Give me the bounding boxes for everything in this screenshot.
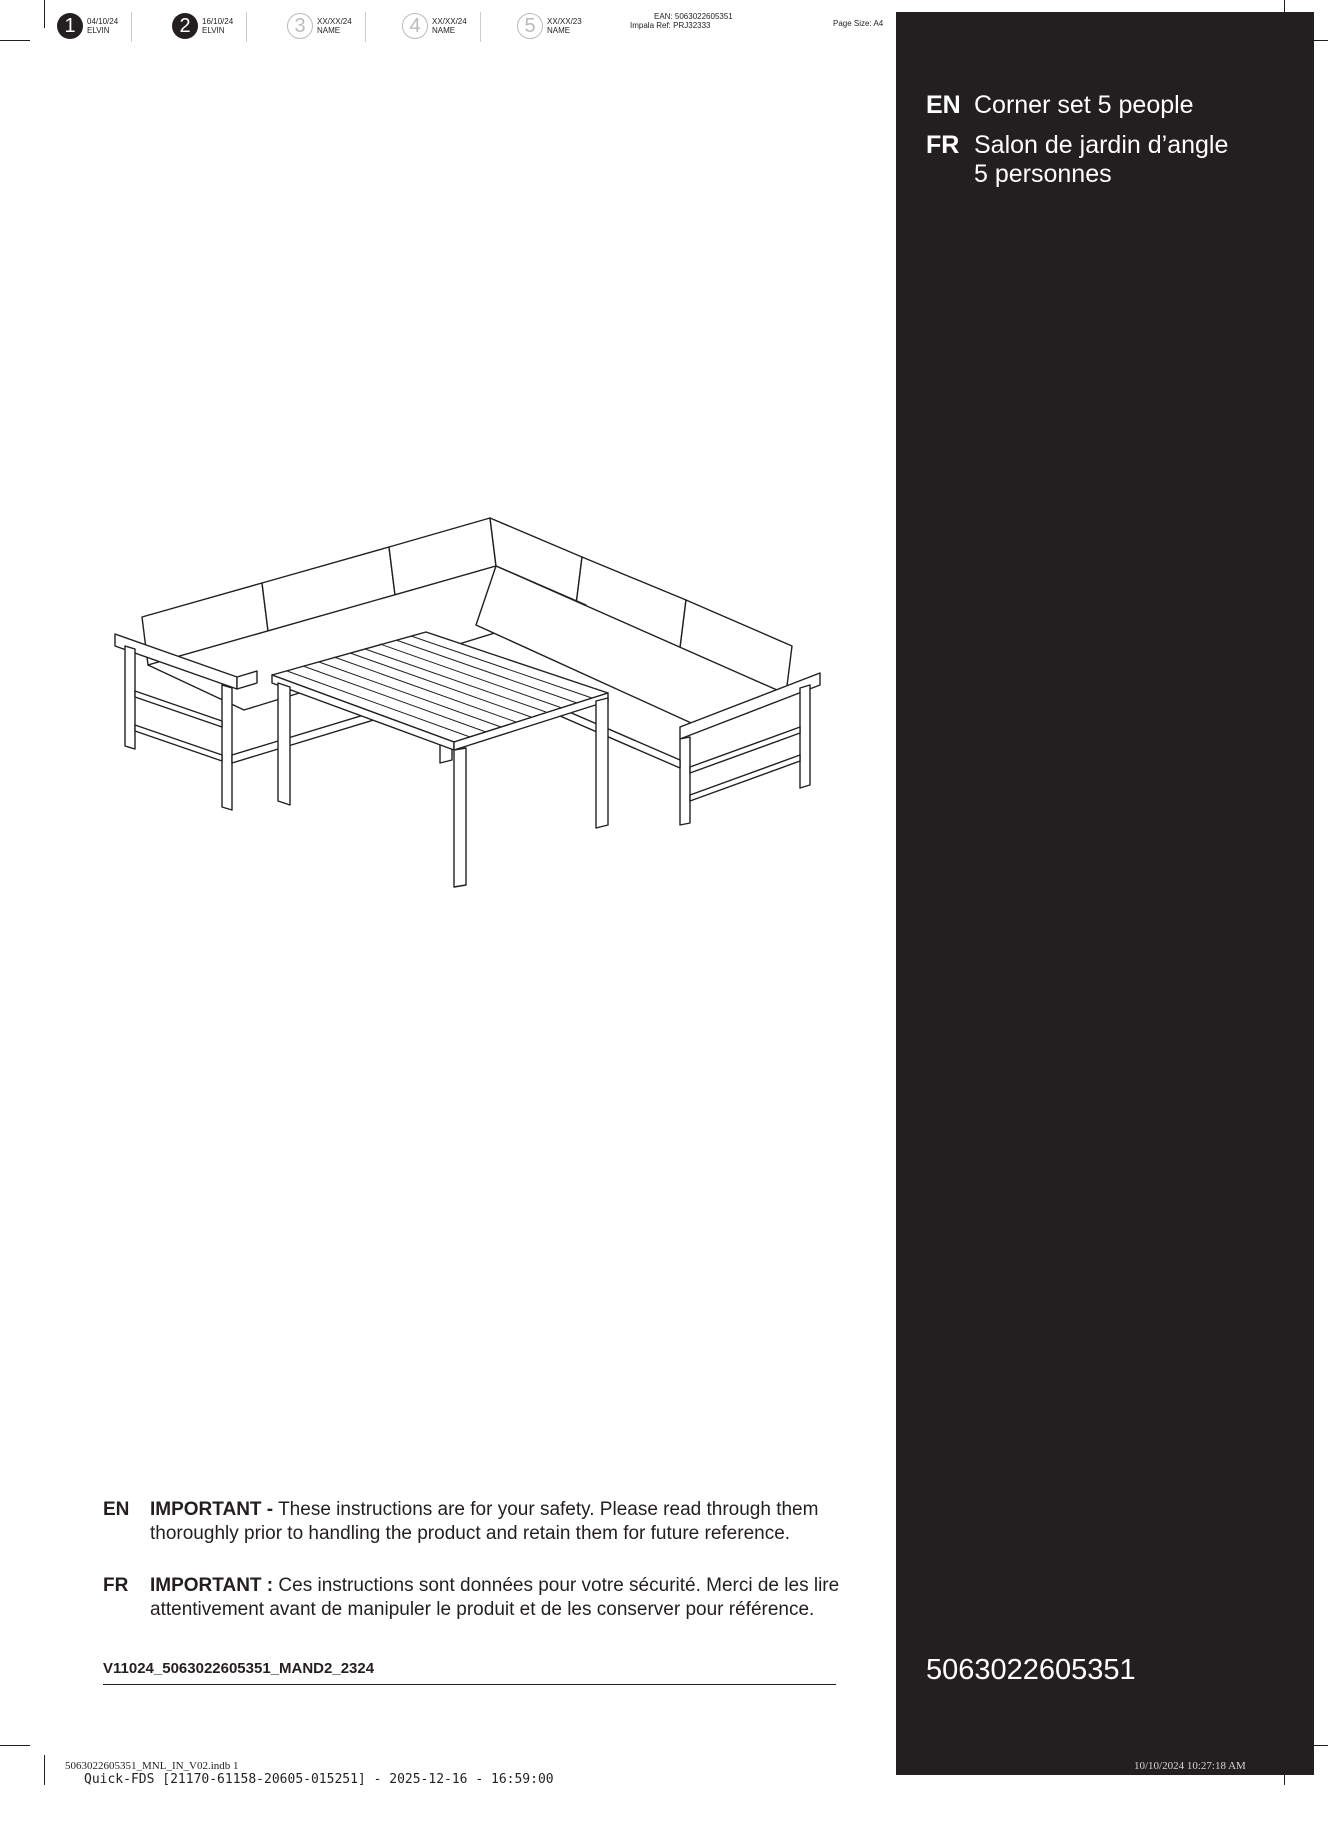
crop-mark	[0, 1745, 30, 1746]
language-code: EN	[926, 91, 961, 119]
crop-mark	[0, 40, 30, 41]
step-number-badge: 5	[517, 13, 543, 39]
step-number-badge: 3	[287, 13, 313, 39]
product-title-fr-line1: Salon de jardin d’angle	[974, 131, 1229, 159]
safety-notice-fr	[103, 1574, 843, 1622]
cover-side-panel	[896, 12, 1314, 1775]
page-size-label: Page Size: A4	[833, 19, 884, 28]
step-divider	[131, 12, 132, 42]
crop-mark	[44, 1755, 45, 1785]
important-label: IMPORTANT -	[150, 1499, 274, 1520]
approval-step-2	[172, 12, 233, 40]
step-divider	[480, 12, 481, 42]
step-name: ELVIN	[87, 26, 110, 35]
language-code: FR	[926, 131, 960, 159]
language-code: FR	[103, 1575, 129, 1596]
safety-notice-fr-text	[150, 1574, 843, 1622]
title-fr	[926, 131, 1274, 189]
step-meta	[87, 17, 118, 35]
step-meta	[547, 17, 582, 35]
step-divider	[246, 12, 247, 42]
step-meta	[317, 17, 352, 35]
step-meta	[432, 17, 467, 35]
language-code: EN	[103, 1499, 130, 1520]
crop-mark	[44, 0, 45, 28]
product-title-fr	[974, 131, 1274, 189]
product-title-en: Corner set 5 people	[974, 91, 1194, 119]
ean-label: EAN: 5063022605351	[654, 12, 733, 21]
print-date: 10/10/2024 10:27:18 AM	[1134, 1760, 1246, 1772]
title-en	[926, 91, 1274, 120]
step-name: ELVIN	[202, 26, 225, 35]
step-number-badge: 2	[172, 13, 198, 39]
step-date: 16/10/24	[202, 17, 234, 26]
step-number-badge: 4	[402, 13, 428, 39]
approval-step-3	[287, 12, 352, 40]
step-date: 04/10/24	[87, 17, 119, 26]
important-label: IMPORTANT :	[150, 1575, 274, 1596]
notice-body: These instructions are for your safety. Please read through them thoroughly prior to handling the product and retain them for future reference.	[150, 1499, 819, 1544]
step-meta	[202, 17, 233, 35]
approval-step-4	[402, 12, 467, 40]
corner-set-illustration	[110, 505, 830, 895]
version-code: V11024_5063022605351_MAND2_2324	[103, 1660, 375, 1677]
step-date: XX/XX/24	[317, 17, 352, 26]
step-name: NAME	[432, 26, 456, 35]
notice-body: Ces instructions sont données pour votre sécurité. Merci de les lire attentivement avant de manipuler le produit et de les conserver pour référence.	[150, 1575, 840, 1620]
impala-ref-label: Impala Ref: PRJ32333	[630, 21, 711, 30]
step-number-badge: 1	[57, 13, 83, 39]
file-name: 5063022605351_MNL_IN_V02.indb 1	[65, 1760, 239, 1772]
quick-fds-stamp: Quick-FDS [21170-61158-20605-015251] - 2025-12-16 - 16:59:00	[84, 1772, 554, 1787]
product-title-fr-line2: 5 personnes	[974, 160, 1112, 188]
safety-notice-en-text	[150, 1498, 843, 1546]
approval-step-1	[57, 12, 118, 40]
barcode-number: 5063022605351	[926, 1654, 1136, 1686]
step-date: XX/XX/24	[432, 17, 467, 26]
step-name: NAME	[547, 26, 571, 35]
safety-notice-en	[103, 1498, 843, 1546]
step-divider	[365, 12, 366, 42]
step-name: NAME	[317, 26, 341, 35]
step-date: XX/XX/23	[547, 17, 582, 26]
divider-line	[103, 1684, 836, 1685]
approval-step-5	[517, 12, 582, 40]
